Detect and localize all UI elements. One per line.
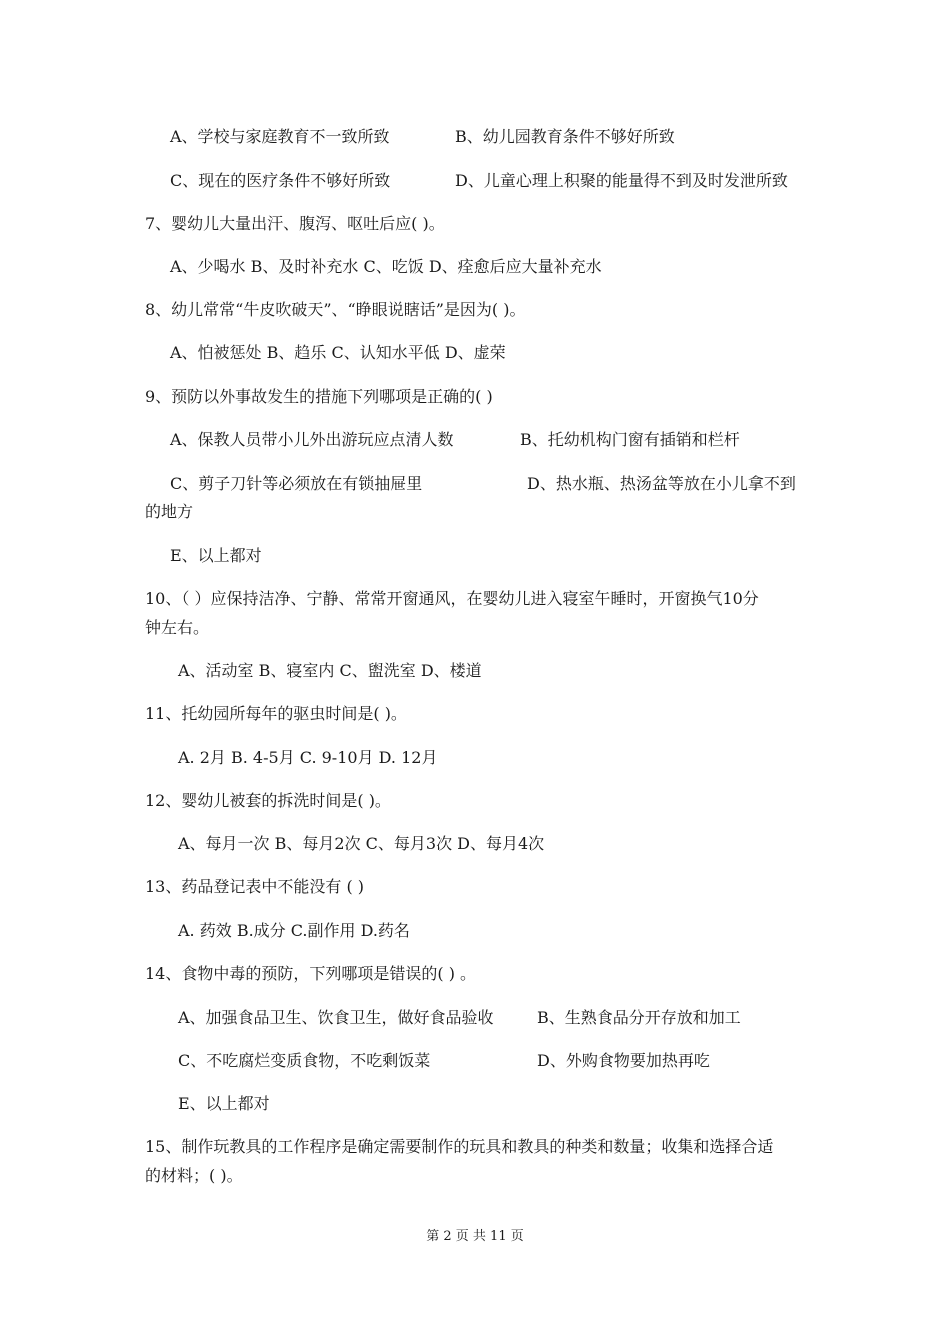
question-7-stem: 7、婴幼儿大量出汗、腹泻、呕吐后应( )。 bbox=[145, 214, 445, 233]
question-9-option-a: A、保教人员带小儿外出游玩应点清人数 bbox=[170, 430, 454, 449]
option-b: B、幼儿园教育条件不够好所致 bbox=[455, 127, 675, 146]
question-12-options: A、每月一次 B、每月2次 C、每月3次 D、每月4次 bbox=[178, 834, 545, 853]
question-9-option-d: D、热水瓶、热汤盆等放在小儿拿不到 bbox=[527, 474, 796, 493]
question-13-stem: 13、药品登记表中不能没有 ( ) bbox=[145, 877, 365, 896]
option-a: A、学校与家庭教育不一致所致 bbox=[170, 127, 390, 146]
question-14-option-d: D、外购食物要加热再吃 bbox=[537, 1051, 710, 1070]
question-15-stem: 15、制作玩教具的工作程序是确定需要制作的玩具和教具的种类和数量；收集和选择合适 bbox=[145, 1137, 774, 1156]
question-8-stem: 8、幼儿常常“牛皮吹破天”、“睁眼说瞎话”是因为( )。 bbox=[145, 300, 526, 319]
question-10-stem: 10、（ ）应保持洁净、宁静、常常开窗通风，在婴幼儿进入寝室午睡时，开窗换气10分 bbox=[145, 589, 759, 608]
question-14-stem: 14、食物中毒的预防，下列哪项是错误的( ) 。 bbox=[145, 964, 477, 983]
question-10-stem-cont: 钟左右。 bbox=[145, 618, 210, 637]
question-9-option-b: B、托幼机构门窗有插销和栏杆 bbox=[520, 430, 740, 449]
question-15-stem-cont: 的材料；( )。 bbox=[145, 1166, 243, 1185]
option-c: C、现在的医疗条件不够好所致 bbox=[170, 171, 391, 190]
option-d: D、儿童心理上积聚的能量得不到及时发泄所致 bbox=[455, 171, 788, 190]
question-14-option-a: A、加强食品卫生、饮食卫生，做好食品验收 bbox=[178, 1008, 494, 1027]
question-14-option-e: E、以上都对 bbox=[178, 1094, 270, 1113]
question-9-stem: 9、预防以外事故发生的措施下列哪项是正确的( ) bbox=[145, 387, 493, 406]
question-8-options: A、怕被惩处 B、趋乐 C、认知水平低 D、虚荣 bbox=[170, 343, 506, 362]
question-14-option-b: B、生熟食品分开存放和加工 bbox=[537, 1008, 741, 1027]
question-11-stem: 11、托幼园所每年的驱虫时间是( )。 bbox=[145, 704, 407, 723]
question-12-stem: 12、婴幼儿被套的拆洗时间是( )。 bbox=[145, 791, 391, 810]
page-indicator: 第 2 页 共 11 页 bbox=[426, 1229, 524, 1244]
question-7-options: A、少喝水 B、及时补充水 C、吃饭 D、痊愈后应大量补充水 bbox=[170, 257, 602, 276]
question-9-option-d-cont: 的地方 bbox=[145, 502, 194, 521]
question-11-options: A. 2月 B. 4-5月 C. 9-10月 D. 12月 bbox=[178, 748, 438, 767]
question-9-option-c: C、剪子刀针等必须放在有锁抽屉里 bbox=[170, 474, 423, 493]
question-10-options: A、活动室 B、寝室内 C、盥洗室 D、楼道 bbox=[178, 661, 482, 680]
question-13-options: A. 药效 B.成分 C.副作用 D.药名 bbox=[178, 921, 410, 940]
question-9-option-e: E、以上都对 bbox=[170, 546, 262, 565]
question-14-option-c: C、不吃腐烂变质食物，不吃剩饭菜 bbox=[178, 1051, 431, 1070]
